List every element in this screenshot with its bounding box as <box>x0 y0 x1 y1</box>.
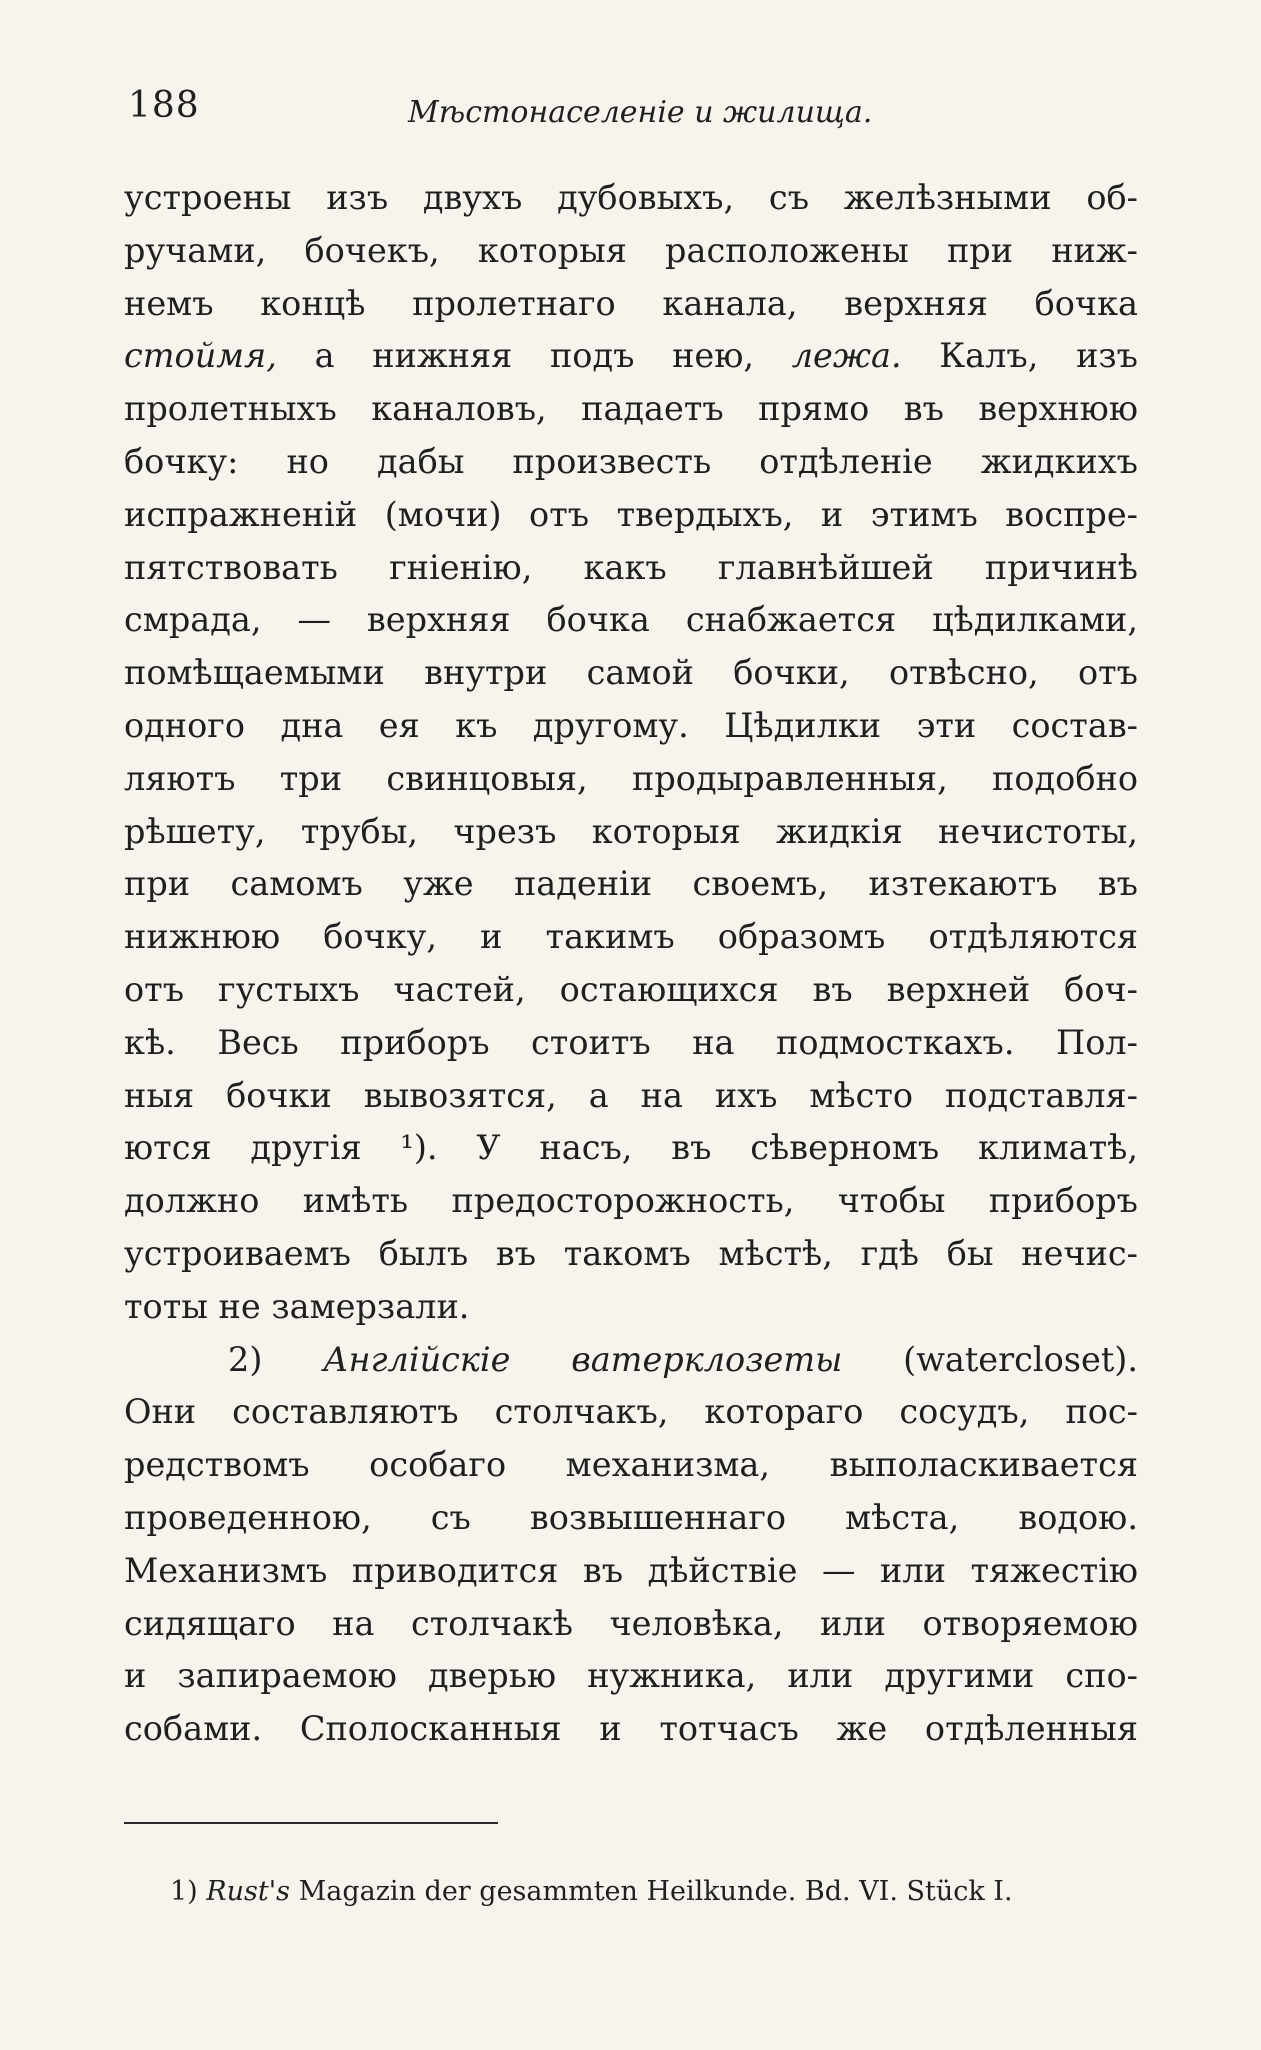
text-line: Механизмъ приводится въ дѣйствіе — или тяжестію <box>124 1550 1138 1590</box>
text-line: ныя бочки вывозятся, а на ихъ мѣсто подставля- <box>124 1075 1138 1115</box>
text-line: Они составляютъ столчакъ, котораго сосудъ, пос- <box>124 1392 1138 1432</box>
text-line: при самомъ уже паденіи своемъ, изтекаютъ въ <box>124 864 1138 904</box>
text-line: пятствовать гніенію, какъ главнѣйшей причинѣ <box>124 547 1138 587</box>
footnote-marker: 1) <box>170 1876 207 1907</box>
text-line: отъ густыхъ частей, остающихся въ верхней боч- <box>124 969 1138 1009</box>
text-line: редствомъ особаго механизма, выполаскивается <box>124 1445 1138 1485</box>
text-line <box>124 1334 1138 1387</box>
text-line: ляютъ три свинцовыя, продыравленныя, подобно <box>124 758 1138 798</box>
text-line: проведенною, съ возвышеннаго мѣста, водою. <box>124 1497 1138 1537</box>
text-run: (watercloset). <box>842 1339 1138 1379</box>
footnote-text: Magazin der gesammten Heilkunde. Bd. VI. Stück I. <box>290 1876 1013 1907</box>
text-line: ются другія ¹). У насъ, въ сѣверномъ климатѣ, <box>124 1128 1138 1168</box>
text-line: бочку: но дабы произвесть отдѣленіе жидкихъ <box>124 441 1138 481</box>
italic-term: стоймя, <box>124 336 277 376</box>
text-line: испражненій (мочи) отъ твердыхъ, и этимъ воспре- <box>124 494 1138 534</box>
text-line: пролетныхъ каналовъ, падаетъ прямо въ верхнюю <box>124 389 1138 429</box>
text-line: рѣшету, трубы, чрезъ которыя жидкія нечистоты, <box>124 811 1138 851</box>
text-line: помѣщаемыми внутри самой бочки, отвѣсно, отъ <box>124 653 1138 693</box>
text-line: ручами, бочекъ, которыя расположены при ниж- <box>124 230 1138 270</box>
text-line: нижнюю бочку, и такимъ образомъ отдѣляются <box>124 917 1138 957</box>
text-line: и запираемою дверью нужника, или другими спо- <box>124 1656 1138 1696</box>
page-header <box>128 85 1138 135</box>
text-run: Калъ, изъ <box>901 336 1138 376</box>
text-line: устроиваемъ былъ въ такомъ мѣстѣ, гдѣ бы нечис- <box>124 1233 1138 1273</box>
running-title: Мѣстонаселеніе и жилища. <box>408 95 873 130</box>
text-line: устроены изъ двухъ дубовыхъ, съ желѣзными об- <box>124 178 1138 217</box>
text-line: одного дна ея къ другому. Цѣдилки эти состав- <box>124 705 1138 745</box>
text-run: а нижняя подъ нею, <box>276 336 792 376</box>
text-line: должно имѣть предосторожность, чтобы приборъ <box>124 1181 1138 1221</box>
italic-term: Англійскіе ватерклозеты <box>323 1339 843 1379</box>
text-line: тоты не замерзали. <box>124 1286 470 1326</box>
page-number: 188 <box>128 85 200 126</box>
text-line <box>124 330 1138 383</box>
footnote-divider <box>124 1822 498 1824</box>
list-number: 2) <box>228 1339 324 1379</box>
text-line: немъ концѣ пролетнаго канала, верхняя бочка <box>124 283 1138 323</box>
italic-term: лежа. <box>791 336 902 376</box>
footnote <box>170 1872 1094 1912</box>
text-line: собами. Сполосканныя и тотчасъ же отдѣленныя <box>124 1709 1138 1749</box>
text-line: кѣ. Весь приборъ стоитъ на подмосткахъ. Пол- <box>124 1022 1138 1062</box>
body-text <box>124 172 1138 1756</box>
text-line: смрада, — верхняя бочка снабжается цѣдилками, <box>124 600 1138 640</box>
footnote-author: Rust's <box>206 1876 290 1907</box>
text-line: сидящаго на столчакѣ человѣка, или отворяемою <box>124 1603 1138 1643</box>
